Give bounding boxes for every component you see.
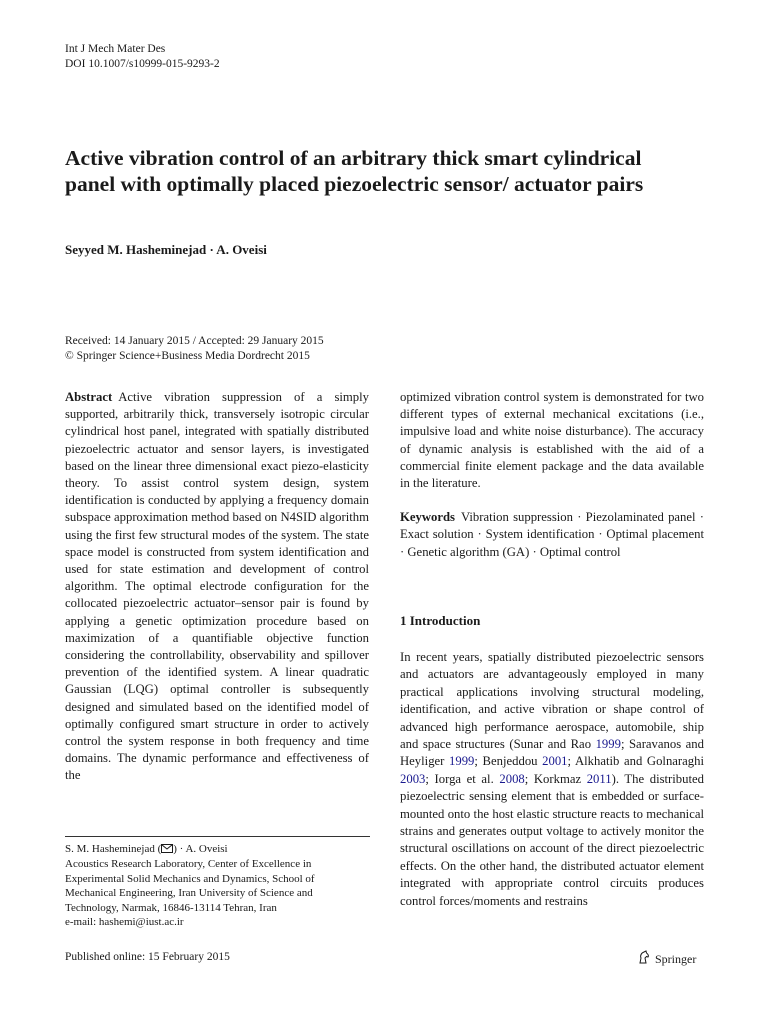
citation-link[interactable]: 2003 xyxy=(400,771,426,786)
intro-text: ; Alkhatib and Golnaraghi xyxy=(567,754,705,769)
citation-link[interactable]: 1999 xyxy=(595,737,621,752)
section-heading-introduction: 1 Introduction xyxy=(400,613,481,628)
intro-text: ; Saravanos and Heyliger xyxy=(400,737,704,769)
publisher-logo xyxy=(637,950,696,968)
springer-horse-icon xyxy=(637,950,651,968)
keywords-text: Vibration suppression · Piezolaminated panel · Exact solution · System identification · Optimal placement · Genetic algorithm (GA) · Optimal control xyxy=(400,510,704,559)
keywords-label: Keywords xyxy=(400,510,455,525)
author-name-primary: S. M. Hasheminejad ( xyxy=(65,843,162,855)
intro-text: ; Iorga et al. xyxy=(425,771,500,786)
journal-doi: DOI 10.1007/s10999-015-9293-2 xyxy=(65,58,220,70)
publisher-name: Springer xyxy=(655,951,697,966)
abstract-paragraph xyxy=(65,389,369,785)
author-name-secondary: ) · A. Oveisi xyxy=(173,843,228,855)
affiliation-line: Mechanical Engineering, Iran University of Science and xyxy=(65,887,313,900)
citation-link[interactable]: 2001 xyxy=(542,754,568,769)
abstract-text-left: Active vibration suppression of a simply supported, arbitrarily thick, transversely isotropic circular cylindrical host panel, integrated with spatially distributed piezoelectric actuator and sensor layers, is investigated based on the linear three dimensional exact piezo-elasticity theory. To assist control system design, system identification is conducted by applying a frequency domain subspace approximation method based on N4SID algorithm using the first few structural modes of the system. The state space model is constructed from system identification and used for state estimation and development of control algorithm. The optimal electrode configuration for the collocated piezoelectric actuator–sensor pair is found by applying a genetic optimization procedure based on maximization of a quantifiable objective function considering the controllability, observability and spillover prevention of the identified system. A linear quadratic Gaussian (LQG) optimal controller is subsequently designed and simulated based on the identified model of optimally configured smart structure in order to actively control the system response in both frequency and time domains. The dynamic performance and effectiveness of the xyxy=(65,390,369,783)
abstract-label: Abstract xyxy=(65,390,113,404)
affiliation-line: Technology, Narmak, 16846-13114 Tehran, Iran xyxy=(65,901,277,914)
citation-link[interactable]: 2011 xyxy=(586,771,612,786)
intro-text: ). The distributed piezoelectric sensing element that is embedded or surface-mounted onto the host elastic structure reacts to mechanical strains and generates output voltage to actively monitor the structural oscillations on account of the direct piezoelectric effects. On the other hand, the distributed actuator element integrated with appropriate control circuits produces control forces/moments and restrains xyxy=(400,771,704,908)
citation-link[interactable]: 2008 xyxy=(499,771,525,786)
affiliation-names xyxy=(65,842,370,857)
citation-link[interactable]: 1999 xyxy=(449,754,475,769)
footnote-divider xyxy=(65,836,370,837)
keywords-paragraph xyxy=(400,509,704,561)
published-date: Published online: 15 February 2015 xyxy=(65,951,230,963)
author-list: Seyyed M. Hasheminejad · A. Oveisi xyxy=(65,242,267,257)
intro-text: ; Korkmaz xyxy=(524,771,587,786)
envelope-icon[interactable] xyxy=(161,843,173,857)
author-email[interactable]: e-mail: hashemi@iust.ac.ir xyxy=(65,916,184,929)
affiliation-line: Acoustics Research Laboratory, Center of Excellence in xyxy=(65,858,312,871)
received-accepted-dates: Received: 14 January 2015 / Accepted: 29 January 2015 xyxy=(65,335,324,347)
journal-name: Int J Mech Mater Des xyxy=(65,43,166,55)
abstract-left-column xyxy=(65,389,369,785)
abstract-text-right: optimized vibration control system is demonstrated for two different types of external mechanical excitations (i.e., impulsive load and white noise disturbance). The accuracy of dynamic analysis is established with the aid of a commercial finite element package and the data available in the literature. xyxy=(400,390,704,491)
intro-text: ; Benjeddou xyxy=(474,754,543,769)
journal-header xyxy=(65,42,220,72)
date-info xyxy=(65,334,324,364)
introduction-paragraph xyxy=(400,649,704,910)
intro-text: In recent years, spatially distributed piezoelectric sensors and actuators are advantageously employed in many practical applications involving structural modeling, identification, and active vibration or shape control of advanced high performance aerospace, automobile, ship and space structures (Sunar and Rao xyxy=(400,650,704,752)
affiliation-line: Experimental Solid Mechanics and Dynamics, School of xyxy=(65,872,315,885)
copyright-notice: © Springer Science+Business Media Dordrecht 2015 xyxy=(65,350,310,362)
paper-title: Active vibration control of an arbitrary thick smart cylindrical panel with optimally placed piezoelectric sensor/ actuator pairs xyxy=(65,146,644,196)
author-affiliation xyxy=(65,842,370,929)
abstract-right-column xyxy=(400,389,704,561)
